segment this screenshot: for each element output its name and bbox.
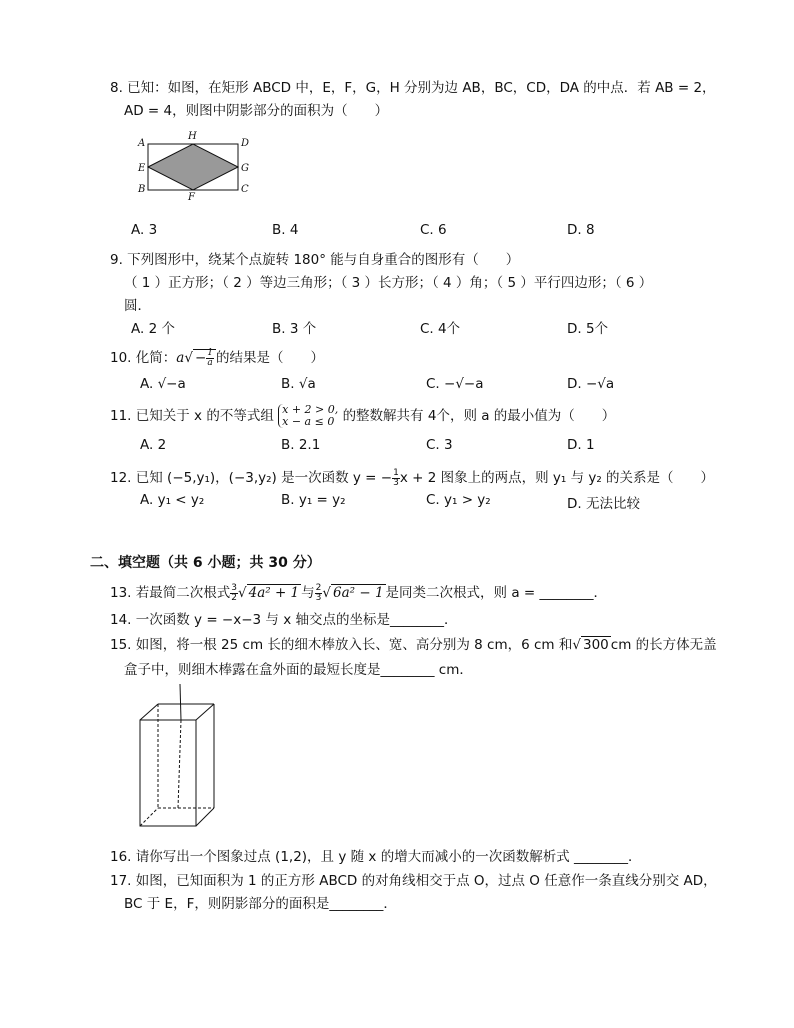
q15-stem-line2: 盒子中，则细木棒露在盒外面的最短长度是________ cm． (124, 662, 473, 678)
label-e: E (138, 163, 146, 174)
q9-stem-line1: 9. 下列图形中，绕某个点旋转 180° 能与自身重合的图形有（ ） (110, 252, 520, 268)
q11-option-c[interactable]: C. 3 (426, 437, 453, 453)
q8-option-c[interactable]: C. 6 (420, 222, 447, 238)
q12-option-c[interactable]: C. y₁ > y₂ (426, 492, 491, 508)
q10-option-a[interactable]: A. √−a (140, 376, 186, 392)
q11-stem: 11. 已知关于 x 的不等式组 x + 2 > 0, x − a ≤ 0 的整数解共有 4个，则 a 的最小值为（ ） (110, 403, 616, 428)
q13-stem: 13. 若最简二次根式 $\frac{3}{2}$ √ 4a² + 1 与 $\frac{2}{3}$ √ 6a² − 1 是同类二次根式，则 a = ________． (110, 582, 608, 603)
q11-option-b[interactable]: B. 2.1 (281, 437, 321, 453)
q15-box-diagram (138, 684, 218, 830)
q17-stem-line2: BC 于 E，F，则阴影部分的面积是________． (124, 896, 397, 912)
q8-option-b[interactable]: B. 4 (272, 222, 299, 238)
q15-stem-line1: 15. 如图，将一根 25 cm 长的细木棒放入长、宽、高分别为 8 cm，6 cm 和√ 300 cm 的长方体无盖 (110, 637, 717, 653)
label-h: H (188, 131, 197, 142)
inequality-system: x + 2 > 0, x − a ≤ 0 (278, 404, 338, 428)
section-title-fill-blank: 二、填空题（共 6 小题；共 30 分） (90, 555, 321, 571)
q8-stem-line2: AD = 4，则图中阴影部分的面积为（ ） (124, 103, 389, 119)
q10-stem: 10. 化简：a√ − $\frac{1}{a}$ 的结果是（ ） (110, 347, 324, 368)
q8-option-d[interactable]: D. 8 (567, 222, 595, 238)
q10-option-b[interactable]: B. √a (281, 376, 316, 392)
q12-option-d[interactable]: D. 无法比较 (567, 496, 640, 512)
q9-option-c[interactable]: C. 4个 (420, 321, 461, 337)
q9-stem-line3: 圆． (124, 298, 151, 314)
label-b: B (138, 184, 146, 195)
q12-option-a[interactable]: A. y₁ < y₂ (140, 492, 205, 508)
q10-option-d[interactable]: D. −√a (567, 376, 615, 392)
q12-stem: 12. 已知 (−5,y₁)，(−3,y₂) 是一次函数 y = − $\frac{1}{3}$ x + 2 图象上的两点，则 y₁ 与 y₂ 的关系是（ ） (110, 467, 715, 488)
q10-option-c[interactable]: C. −√−a (426, 376, 484, 392)
label-a: A (138, 138, 146, 149)
q8-stem-line1: 8. 已知：如图，在矩形 ABCD 中，E，F，G，H 分别为边 AB，BC，CD，DA 的中点．若 AB = 2， (110, 80, 716, 96)
q9-option-d[interactable]: D. 5个 (567, 321, 609, 337)
q9-option-b[interactable]: B. 3 个 (272, 321, 317, 337)
q12-option-b[interactable]: B. y₁ = y₂ (281, 492, 346, 508)
q8-rectangle-diagram (132, 128, 262, 203)
q14-stem: 14. 一次函数 y = −x−3 与 x 轴交点的坐标是________． (110, 612, 458, 628)
q11-option-a[interactable]: A. 2 (140, 437, 167, 453)
q9-option-a[interactable]: A. 2 个 (131, 321, 175, 337)
label-g: G (241, 163, 249, 174)
q16-stem: 16. 请你写出一个图象过点 (1,2)，且 y 随 x 的增大而减小的一次函数解析式 ________． (110, 849, 642, 865)
q8-option-a[interactable]: A. 3 (131, 222, 158, 238)
q9-stem-line2: （ 1 ）正方形；（ 2 ）等边三角形；（ 3 ）长方形；（ 4 ）角；（ 5 ）平行四边形；（ 6 ） (124, 275, 653, 291)
label-d: D (241, 138, 250, 149)
label-c: C (241, 184, 249, 195)
label-f: F (188, 192, 195, 203)
q17-stem-line1: 17. 如图，已知面积为 1 的正方形 ABCD 的对角线相交于点 O，过点 O 任意作一条直线分别交 AD， (110, 873, 717, 889)
q11-option-d[interactable]: D. 1 (567, 437, 595, 453)
